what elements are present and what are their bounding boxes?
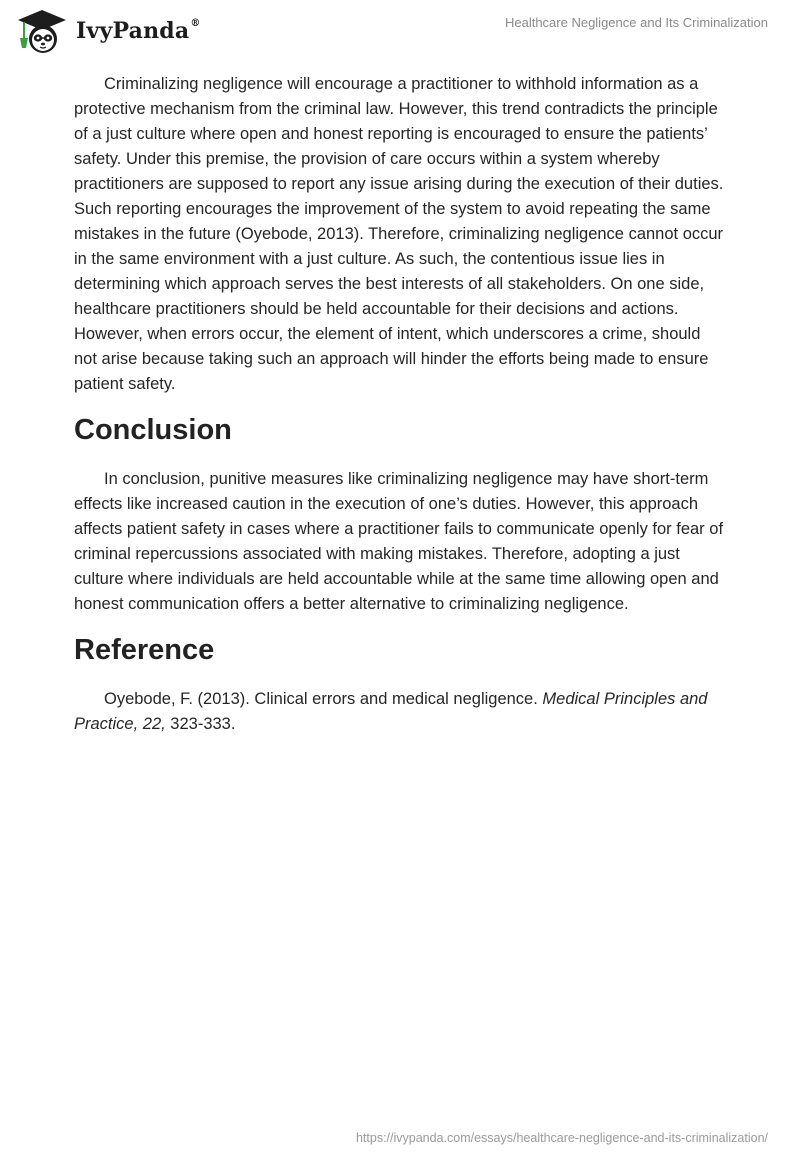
source-url[interactable]: https://ivypanda.com/essays/healthcare-negligence-and-its-criminalization/ (355, 1131, 768, 1145)
reference-pages: 323-333. (165, 715, 236, 733)
panda-graduate-icon (16, 8, 68, 56)
reference-entry (74, 687, 726, 737)
reference-heading: Reference (74, 634, 215, 666)
reference-journal: Medical Principles and Practice, 22, (74, 690, 708, 733)
body-paragraph: Criminalizing negligence will encourage a practitioner to withhold information as a protective mechanism from the criminal law. However, this trend contradicts the principle of a just culture where open and honest reporting is encouraged to ensure the patients’ safety. Under this premise, the provision of care occurs within a system whereby practitioners are supposed to report any issue arising during the execution of their duties. Such reporting encourages the improvement of the system to avoid repeating the same mistakes in the future (Oyebode, 2013). Therefore, criminalizing negligence cannot occur in the same environment with a just culture. As such, the contentious issue lies in determining which approach serves the best interests of all stakeholders. On one side, healthcare practitioners should be held accountable for their decisions and actions. However, when errors occur, the element of intent, which underscores a crime, should not arise because taking such an approach will hinder the efforts being made to ensure patient safety. (74, 75, 724, 393)
ivypanda-logo[interactable] (16, 8, 201, 56)
page-header (0, 0, 800, 62)
essay-content (74, 72, 726, 737)
document-title: Healthcare Negligence and Its Criminalization (504, 15, 768, 30)
conclusion-heading: Conclusion (74, 414, 232, 446)
reference-authors-title: Oyebode, F. (2013). Clinical errors and medical negligence. (104, 690, 543, 708)
conclusion-paragraph: In conclusion, punitive measures like criminalizing negligence may have short-term effects like increased caution in the execution of one’s duties. However, this approach affects patient safety in cases where a practitioner fails to communicate openly for fear of criminal repercussions associated with making mistakes. Therefore, adopting a just culture where individuals are held accountable while at the same time allowing open and honest communication offers a better alternative to criminalizing negligence. (74, 470, 724, 613)
logo-wordmark: IvyPanda® (76, 17, 201, 44)
